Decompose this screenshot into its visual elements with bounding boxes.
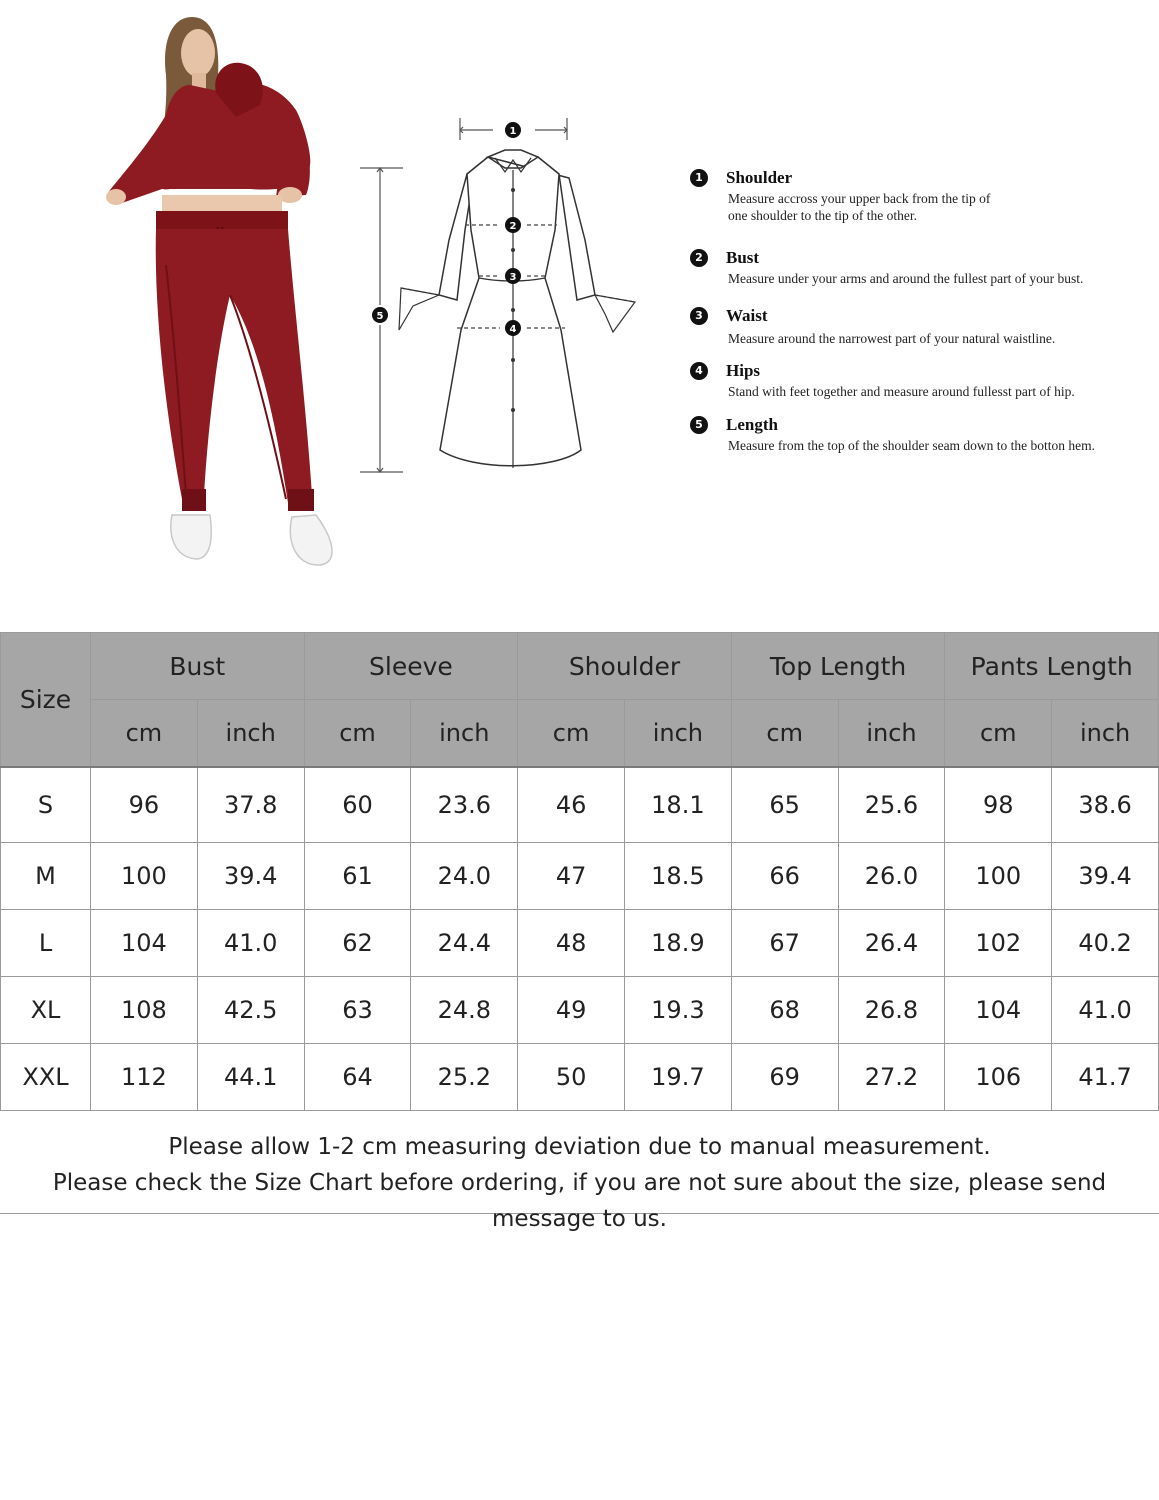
diagram-label-5 <box>372 307 388 323</box>
number-badge-icon: 1 <box>690 169 708 187</box>
table-row <box>1 1044 1159 1111</box>
table-cell: 96 <box>91 767 198 843</box>
table-cell: 41.0 <box>197 910 304 977</box>
table-cell: 19.3 <box>624 977 731 1044</box>
svg-text:3: 3 <box>509 272 517 283</box>
table-cell: 38.6 <box>1052 767 1159 843</box>
table-cell: 18.1 <box>624 767 731 843</box>
guide-description: Measure under your arms and around the fullest part of your bust. <box>728 271 1084 286</box>
check-chart-note: Please check the Size Chart before ordering, if you are not sure about the size, please send message to us. <box>52 1170 1107 1232</box>
unit-header: inch <box>624 700 731 768</box>
guide-description: Measure from the top of the shoulder seam down to the botton hem. <box>728 438 1096 453</box>
table-cell: 100 <box>945 843 1052 910</box>
table-cell: 37.8 <box>197 767 304 843</box>
table-cell: 60 <box>304 767 411 843</box>
table-cell: 112 <box>91 1044 198 1111</box>
table-cell: 25.2 <box>411 1044 518 1111</box>
table-cell: 23.6 <box>411 767 518 843</box>
dress-measurement-diagram <box>355 110 650 480</box>
size-chart-table <box>0 632 1159 1111</box>
number-badge-icon: 3 <box>690 307 708 325</box>
size-cell: L <box>1 910 91 977</box>
table-cell: 40.2 <box>1052 910 1159 977</box>
unit-header: cm <box>91 700 198 768</box>
table-row <box>1 843 1159 910</box>
guide-title: Bust <box>726 248 760 267</box>
top-length-header: Top Length <box>731 633 945 700</box>
unit-header: cm <box>731 700 838 768</box>
table-cell: 41.7 <box>1052 1044 1159 1111</box>
table-cell: 61 <box>304 843 411 910</box>
table-row <box>1 767 1159 843</box>
table-cell: 24.4 <box>411 910 518 977</box>
diagram-label-4 <box>505 320 521 336</box>
table-cell: 63 <box>304 977 411 1044</box>
diagram-label-2 <box>505 217 521 233</box>
table-cell: 46 <box>518 767 625 843</box>
diagram-label-1 <box>505 122 521 138</box>
deviation-note: Please allow 1-2 cm measuring deviation due to manual measurement. <box>168 1134 991 1160</box>
size-column-header: Size <box>1 633 91 768</box>
unit-header: inch <box>838 700 945 768</box>
model-photo <box>100 5 340 570</box>
table-cell: 68 <box>731 977 838 1044</box>
svg-text:5: 5 <box>376 311 384 322</box>
unit-header: inch <box>411 700 518 768</box>
shoulder-header: Shoulder <box>518 633 732 700</box>
table-cell: 42.5 <box>197 977 304 1044</box>
table-header-row <box>1 633 1159 700</box>
table-cell: 27.2 <box>838 1044 945 1111</box>
unit-header-row <box>1 700 1159 768</box>
table-cell: 19.7 <box>624 1044 731 1111</box>
size-chart-notes <box>0 1117 1159 1232</box>
table-cell: 50 <box>518 1044 625 1111</box>
table-cell: 104 <box>91 910 198 977</box>
size-cell: XXL <box>1 1044 91 1111</box>
unit-header: inch <box>197 700 304 768</box>
table-cell: 24.0 <box>411 843 518 910</box>
diagram-label-3 <box>505 268 521 284</box>
guide-description: Stand with feet together and measure around fullesst part of hip. <box>728 384 1075 399</box>
table-cell: 49 <box>518 977 625 1044</box>
table-cell: 26.8 <box>838 977 945 1044</box>
table-cell: 62 <box>304 910 411 977</box>
table-cell: 48 <box>518 910 625 977</box>
table-cell: 18.9 <box>624 910 731 977</box>
table-cell: 39.4 <box>1052 843 1159 910</box>
table-cell: 26.0 <box>838 843 945 910</box>
sleeve-header: Sleeve <box>304 633 518 700</box>
guide-title: Waist <box>726 306 768 325</box>
number-badge-icon: 2 <box>690 249 708 267</box>
table-cell: 39.4 <box>197 843 304 910</box>
table-cell: 66 <box>731 843 838 910</box>
unit-header: inch <box>1052 700 1159 768</box>
number-badge-icon: 4 <box>690 362 708 380</box>
svg-text:4: 4 <box>509 324 517 335</box>
table-cell: 26.4 <box>838 910 945 977</box>
table-cell: 64 <box>304 1044 411 1111</box>
pants-length-header: Pants Length <box>945 633 1159 700</box>
table-cell: 18.5 <box>624 843 731 910</box>
svg-text:1: 1 <box>509 126 517 137</box>
unit-header: cm <box>518 700 625 768</box>
guide-title: Length <box>726 415 778 434</box>
svg-text:2: 2 <box>509 221 517 232</box>
table-cell: 47 <box>518 843 625 910</box>
table-cell: 24.8 <box>411 977 518 1044</box>
bust-header: Bust <box>91 633 305 700</box>
table-cell: 104 <box>945 977 1052 1044</box>
size-cell: M <box>1 843 91 910</box>
table-cell: 67 <box>731 910 838 977</box>
table-cell: 98 <box>945 767 1052 843</box>
guide-description: Measure accross your upper back from the tip of one shoulder to the tip of the other. <box>728 191 991 223</box>
table-row <box>1 977 1159 1044</box>
table-cell: 41.0 <box>1052 977 1159 1044</box>
size-cell: XL <box>1 977 91 1044</box>
guide-description: Measure around the narrowest part of your natural waistline. <box>728 331 1056 346</box>
table-cell: 102 <box>945 910 1052 977</box>
table-cell: 25.6 <box>838 767 945 843</box>
unit-header: cm <box>945 700 1052 768</box>
table-cell: 69 <box>731 1044 838 1111</box>
size-cell: S <box>1 767 91 843</box>
table-cell: 44.1 <box>197 1044 304 1111</box>
table-cell: 106 <box>945 1044 1052 1111</box>
guide-title: Shoulder <box>726 168 793 187</box>
table-cell: 65 <box>731 767 838 843</box>
number-badge-icon: 5 <box>690 416 708 434</box>
unit-header: cm <box>304 700 411 768</box>
table-row <box>1 910 1159 977</box>
table-cell: 108 <box>91 977 198 1044</box>
table-cell: 100 <box>91 843 198 910</box>
guide-title: Hips <box>726 361 761 380</box>
